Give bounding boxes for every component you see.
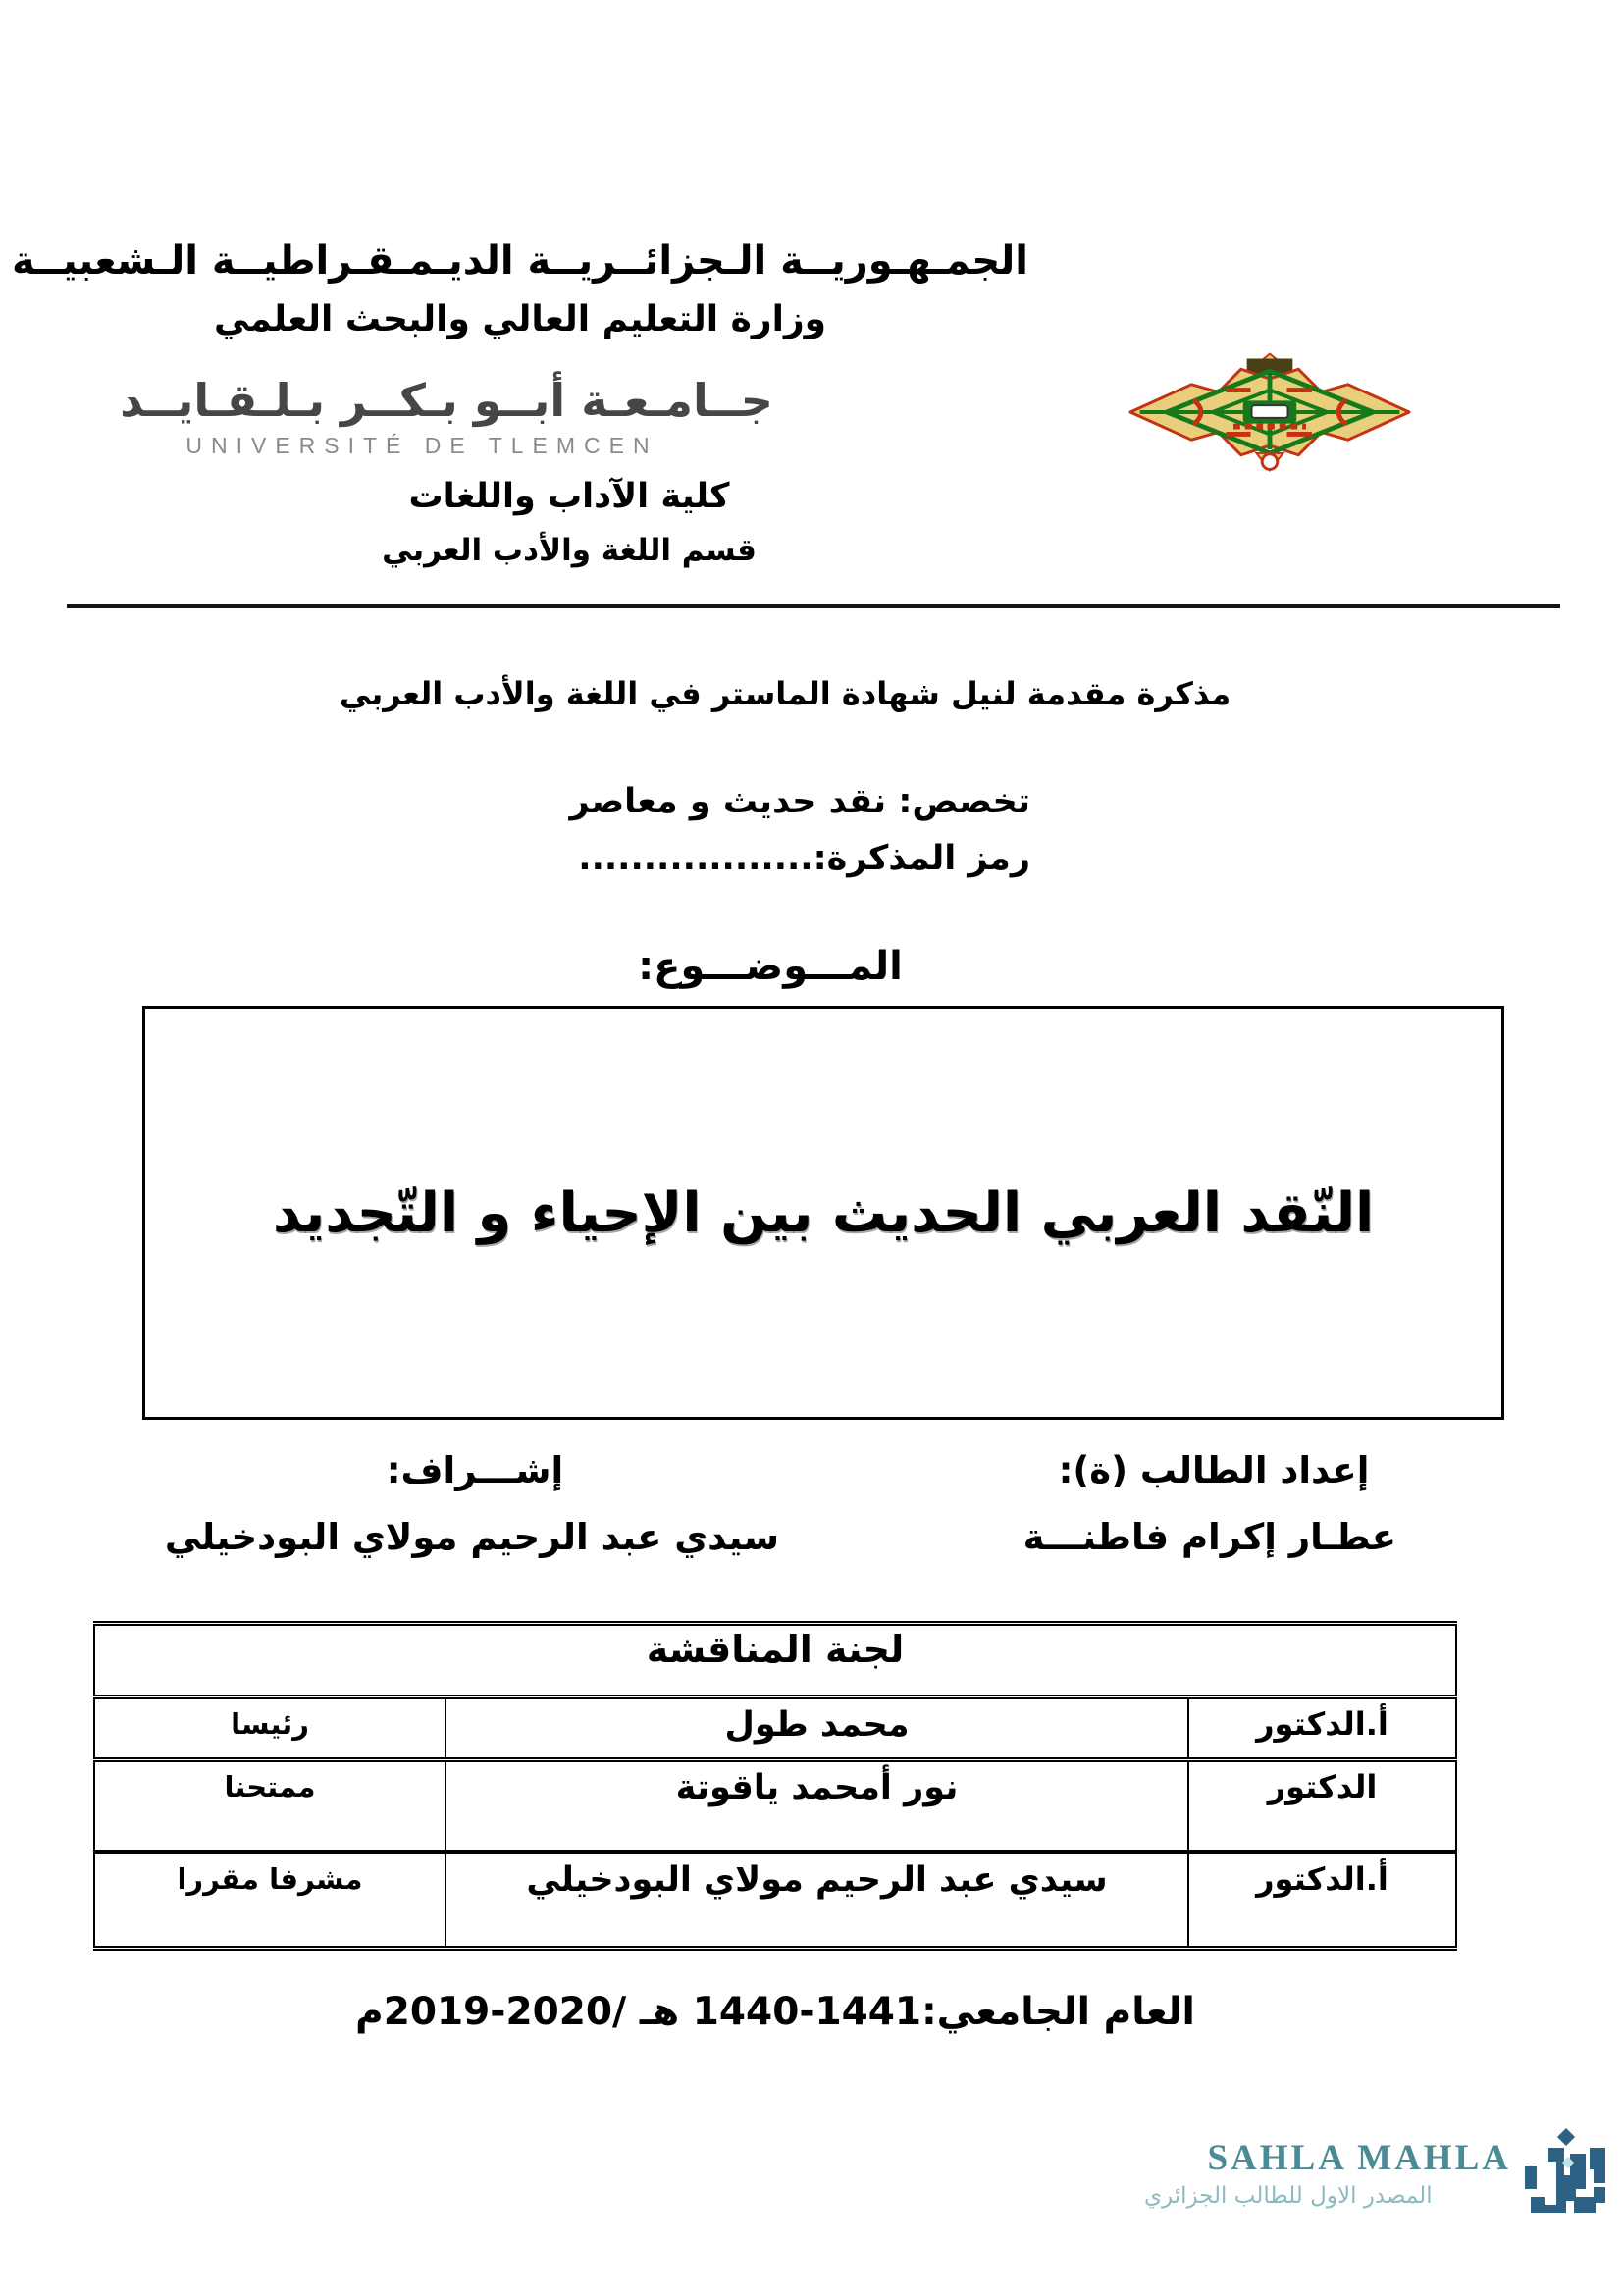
thesis-title-box bbox=[142, 1006, 1504, 1420]
header-divider-line bbox=[67, 604, 1560, 608]
specialty-line: تخصص: نقد حديث و معاصر bbox=[569, 782, 1030, 821]
member-role: رئيسا bbox=[94, 1697, 445, 1760]
brand-tagline: المصدر الاول للطالب الجزائري bbox=[1144, 2183, 1433, 2209]
committee-header-row bbox=[94, 1624, 1456, 1697]
member-role: مشرفا مقررا bbox=[94, 1852, 445, 1949]
student-name: عطـار إكرام فاطنـــة bbox=[1022, 1516, 1396, 1558]
committee-table bbox=[93, 1621, 1457, 1951]
sahla-mahla-kufic-mark-icon bbox=[1519, 2127, 1617, 2227]
brand-name: SAHLA MAHLA bbox=[1207, 2138, 1511, 2178]
student-heading: إعداد الطالب (ة): bbox=[1058, 1449, 1370, 1491]
table-row bbox=[94, 1697, 1456, 1760]
university-logotype-french: UNIVERSITÉ DE TLEMCEN bbox=[185, 433, 658, 458]
thesis-title: النّقد العربي الحديث بين الإحياء و التّجديد bbox=[272, 1180, 1375, 1245]
member-role: ممتحنا bbox=[94, 1760, 445, 1852]
memoir-description: مذكرة مقدمة لنيل شهادة الماستر في اللغة والأدب العربي bbox=[339, 675, 1231, 712]
brand-block bbox=[1138, 2137, 1511, 2209]
table-row bbox=[94, 1760, 1456, 1852]
ministry-title: وزارة التعليم العالي والبحث العلمي bbox=[213, 299, 827, 339]
member-degree: الدكتور bbox=[1188, 1760, 1456, 1852]
university-logotype-arabic: جــامـعـة أبــو بـكــر بـلـقـايــد bbox=[120, 374, 773, 427]
student-block bbox=[1022, 1446, 1396, 1562]
department-title: قسم اللغة والأدب العربي bbox=[382, 533, 757, 568]
faculty-title: كلية الآداب واللغات bbox=[408, 477, 730, 516]
member-name: سيدي عبد الرحيم مولاي البودخيلي bbox=[445, 1852, 1188, 1949]
member-name: محمد طول bbox=[445, 1697, 1188, 1760]
academic-year: العام الجامعي:1441-1440 هـ /2020-2019م bbox=[355, 1990, 1195, 2034]
member-degree: أ.الدكتور bbox=[1188, 1852, 1456, 1949]
university-emblem-icon bbox=[1126, 349, 1413, 475]
table-row bbox=[94, 1852, 1456, 1949]
supervisor-block bbox=[164, 1446, 779, 1562]
committee-title: لجنة المناقشة bbox=[94, 1624, 1456, 1697]
subject-label: المـــوضـــوع: bbox=[638, 944, 903, 989]
republic-title: الجمـهـوريــة الـجزائــريــة الديـمـقـراطيــة الـشعبيــة bbox=[12, 238, 1028, 284]
committee-table-wrapper bbox=[95, 1621, 1457, 1951]
member-name: نور أمحمد ياقوتة bbox=[445, 1760, 1188, 1852]
supervisor-heading: إشـــراف: bbox=[386, 1449, 564, 1491]
member-degree: أ.الدكتور bbox=[1188, 1697, 1456, 1760]
memoir-code-line: رمز المذكرة:.................. bbox=[578, 839, 1030, 878]
supervisor-name: سيدي عبد الرحيم مولاي البودخيلي bbox=[164, 1516, 779, 1558]
